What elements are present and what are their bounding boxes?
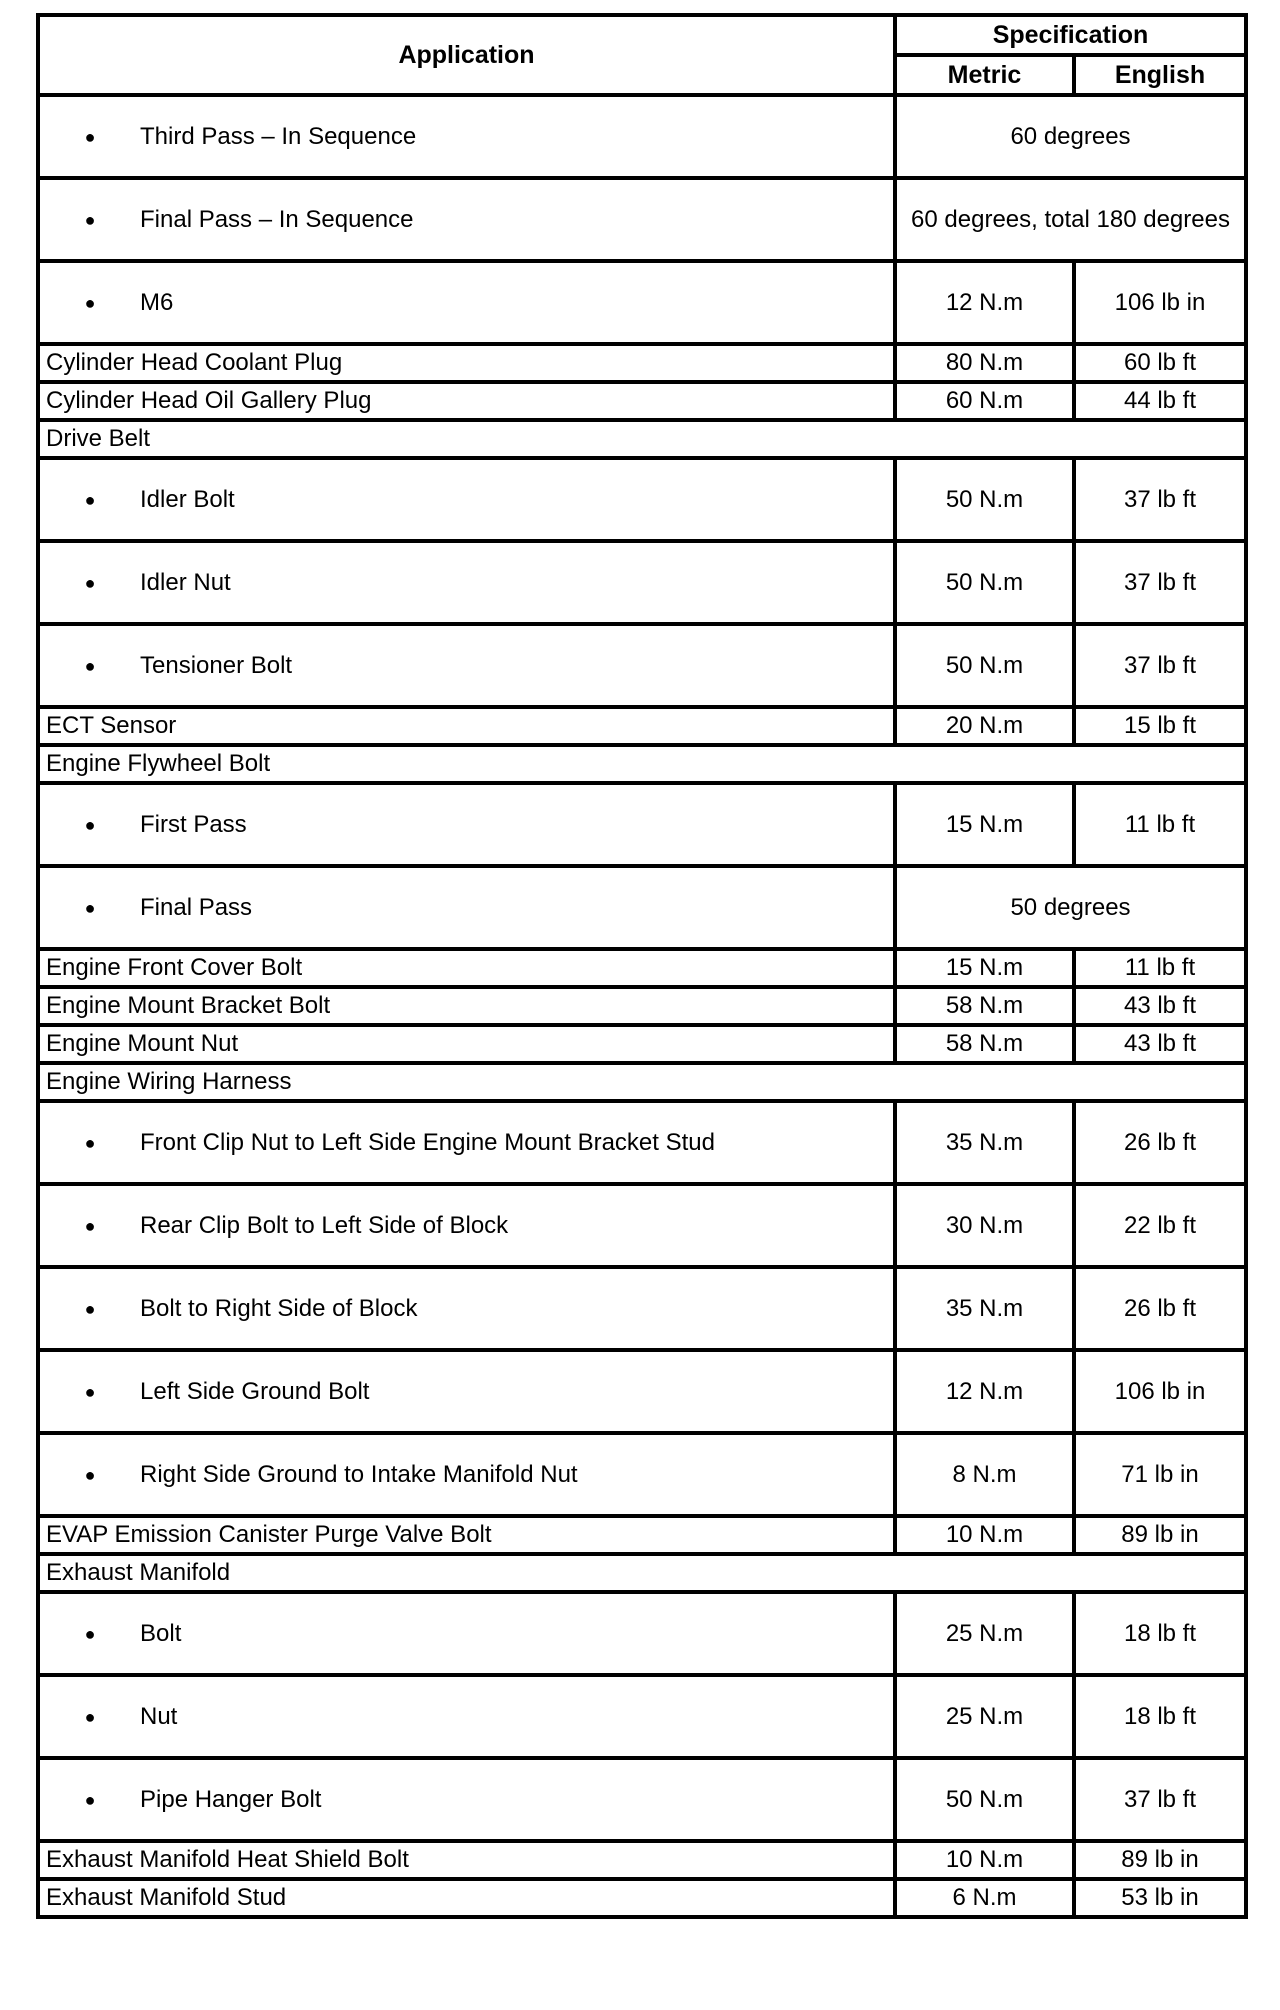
- table-row: [38, 178, 1246, 261]
- english-cell: 44 lb ft: [1074, 382, 1246, 420]
- application-cell: [38, 1554, 1246, 1592]
- group-label: Engine Wiring Harness: [46, 1068, 292, 1095]
- metric-cell: 35 N.m: [895, 1267, 1074, 1350]
- application-cell: [38, 987, 895, 1025]
- application-label: Rear Clip Bolt to Left Side of Block: [140, 1211, 509, 1239]
- english-cell: 18 lb ft: [1074, 1592, 1246, 1675]
- table-row: [38, 1516, 1246, 1554]
- application-cell: [38, 1841, 895, 1879]
- application-cell: [38, 1101, 895, 1184]
- table-row: [38, 1433, 1246, 1516]
- application-cell: [38, 178, 895, 261]
- application-label: EVAP Emission Canister Purge Valve Bolt: [46, 1521, 492, 1548]
- group-label: Drive Belt: [46, 425, 151, 452]
- application-cell: [38, 1025, 895, 1063]
- table-row: [38, 541, 1246, 624]
- bullet-icon: ●: [84, 1706, 96, 1727]
- application-cell: [38, 420, 1246, 458]
- table-row: [38, 1350, 1246, 1433]
- bullet-icon: ●: [84, 1464, 96, 1485]
- table-row: [38, 458, 1246, 541]
- table-row: [38, 95, 1246, 178]
- metric-cell: 25 N.m: [895, 1675, 1074, 1758]
- application-label: Nut: [140, 1702, 178, 1730]
- table-row: [38, 344, 1246, 382]
- application-cell: [38, 1592, 895, 1675]
- metric-cell: 12 N.m: [895, 1350, 1074, 1433]
- application-cell: [38, 1879, 895, 1917]
- english-cell: 43 lb ft: [1074, 1025, 1246, 1063]
- table-row: [38, 949, 1246, 987]
- application-cell: [38, 1433, 895, 1516]
- metric-cell: 6 N.m: [895, 1879, 1074, 1917]
- application-label: First Pass: [140, 810, 247, 838]
- application-label: Pipe Hanger Bolt: [140, 1785, 322, 1813]
- application-cell: [38, 707, 895, 745]
- metric-cell: 50 N.m: [895, 541, 1074, 624]
- english-cell: 22 lb ft: [1074, 1184, 1246, 1267]
- application-cell: [38, 1516, 895, 1554]
- application-cell: [38, 261, 895, 344]
- application-cell: [38, 344, 895, 382]
- english-cell: 11 lb ft: [1074, 783, 1246, 866]
- spec-combined-cell: 50 degrees: [895, 866, 1246, 949]
- spec-combined-cell: 60 degrees, total 180 degrees: [895, 178, 1246, 261]
- application-label: Final Pass – In Sequence: [140, 205, 414, 233]
- application-label: M6: [140, 288, 174, 316]
- metric-cell: 12 N.m: [895, 261, 1074, 344]
- metric-cell: 10 N.m: [895, 1841, 1074, 1879]
- metric-cell: 50 N.m: [895, 458, 1074, 541]
- english-cell: 37 lb ft: [1074, 458, 1246, 541]
- table-row: [38, 1592, 1246, 1675]
- bullet-icon: ●: [84, 655, 96, 676]
- application-cell: [38, 783, 895, 866]
- application-cell: [38, 1267, 895, 1350]
- bullet-icon: ●: [84, 489, 96, 510]
- metric-cell: 35 N.m: [895, 1101, 1074, 1184]
- bullet-icon: ●: [84, 292, 96, 313]
- table-row: [38, 1879, 1246, 1917]
- application-cell: [38, 624, 895, 707]
- table-row: [38, 1758, 1246, 1841]
- table-row: [38, 1267, 1246, 1350]
- table-row: [38, 1554, 1246, 1592]
- metric-cell: 15 N.m: [895, 949, 1074, 987]
- table-row: [38, 420, 1246, 458]
- metric-cell: 25 N.m: [895, 1592, 1074, 1675]
- metric-cell: 80 N.m: [895, 344, 1074, 382]
- application-label: Final Pass: [140, 893, 253, 921]
- application-label: Front Clip Nut to Left Side Engine Mount Bracket Stud: [140, 1128, 715, 1156]
- torque-spec-table: [36, 13, 1248, 1919]
- metric-cell: 58 N.m: [895, 987, 1074, 1025]
- application-label: Engine Front Cover Bolt: [46, 954, 303, 981]
- table-row: [38, 1101, 1246, 1184]
- table-row: [38, 1675, 1246, 1758]
- bullet-icon: ●: [84, 209, 96, 230]
- table-row: [38, 987, 1246, 1025]
- application-cell: [38, 1675, 895, 1758]
- english-cell: 60 lb ft: [1074, 344, 1246, 382]
- bullet-icon: ●: [84, 1789, 96, 1810]
- table-row: [38, 1841, 1246, 1879]
- bullet-icon: ●: [84, 1298, 96, 1319]
- table-row: [38, 624, 1246, 707]
- bullet-icon: ●: [84, 814, 96, 835]
- application-label: Exhaust Manifold Stud: [46, 1884, 287, 1911]
- application-cell: [38, 745, 1246, 783]
- table-row: [38, 866, 1246, 949]
- table-row: [38, 783, 1246, 866]
- english-cell: 37 lb ft: [1074, 1758, 1246, 1841]
- group-label: Engine Flywheel Bolt: [46, 750, 271, 777]
- table-row: [38, 1184, 1246, 1267]
- bullet-icon: ●: [84, 897, 96, 918]
- application-label: Engine Mount Bracket Bolt: [46, 992, 331, 1019]
- table-row: [38, 745, 1246, 783]
- application-cell: [38, 95, 895, 178]
- english-cell: 11 lb ft: [1074, 949, 1246, 987]
- application-label: Tensioner Bolt: [140, 651, 293, 679]
- metric-cell: 50 N.m: [895, 624, 1074, 707]
- english-cell: 71 lb in: [1074, 1433, 1246, 1516]
- application-label: Idler Nut: [140, 568, 231, 596]
- application-label: Idler Bolt: [140, 485, 235, 513]
- bullet-icon: ●: [84, 1215, 96, 1236]
- english-cell: 26 lb ft: [1074, 1101, 1246, 1184]
- metric-cell: 8 N.m: [895, 1433, 1074, 1516]
- bullet-icon: ●: [84, 126, 96, 147]
- bullet-icon: ●: [84, 1623, 96, 1644]
- spec-combined-cell: 60 degrees: [895, 95, 1246, 178]
- application-label: Left Side Ground Bolt: [140, 1377, 370, 1405]
- application-cell: [38, 1184, 895, 1267]
- application-label: Cylinder Head Oil Gallery Plug: [46, 387, 372, 414]
- english-cell: 89 lb in: [1074, 1516, 1246, 1554]
- application-label: Right Side Ground to Intake Manifold Nut: [140, 1460, 578, 1488]
- metric-cell: 58 N.m: [895, 1025, 1074, 1063]
- metric-cell: 30 N.m: [895, 1184, 1074, 1267]
- application-label: Engine Mount Nut: [46, 1030, 239, 1057]
- bullet-icon: ●: [84, 1381, 96, 1402]
- metric-cell: 20 N.m: [895, 707, 1074, 745]
- english-cell: 106 lb in: [1074, 261, 1246, 344]
- bullet-icon: ●: [84, 1132, 96, 1153]
- english-cell: 53 lb in: [1074, 1879, 1246, 1917]
- bullet-icon: ●: [84, 572, 96, 593]
- english-cell: 43 lb ft: [1074, 987, 1246, 1025]
- english-header: English: [1074, 55, 1246, 95]
- application-cell: [38, 949, 895, 987]
- application-header: Application: [38, 15, 895, 95]
- application-cell: [38, 1758, 895, 1841]
- english-cell: 15 lb ft: [1074, 707, 1246, 745]
- group-label: Exhaust Manifold: [46, 1559, 231, 1586]
- table-header: [38, 15, 1246, 95]
- application-label: Bolt: [140, 1619, 182, 1647]
- application-cell: [38, 1350, 895, 1433]
- application-label: Bolt to Right Side of Block: [140, 1294, 418, 1322]
- application-label: Cylinder Head Coolant Plug: [46, 349, 343, 376]
- table-row: [38, 1063, 1246, 1101]
- table-row: [38, 261, 1246, 344]
- application-label: Third Pass – In Sequence: [140, 122, 417, 150]
- table-row: [38, 382, 1246, 420]
- english-cell: 37 lb ft: [1074, 541, 1246, 624]
- table-body: [38, 95, 1246, 1917]
- application-cell: [38, 458, 895, 541]
- specification-header: Specification: [895, 15, 1246, 55]
- metric-header: Metric: [895, 55, 1074, 95]
- metric-cell: 60 N.m: [895, 382, 1074, 420]
- english-cell: 106 lb in: [1074, 1350, 1246, 1433]
- metric-cell: 50 N.m: [895, 1758, 1074, 1841]
- english-cell: 89 lb in: [1074, 1841, 1246, 1879]
- application-cell: [38, 541, 895, 624]
- application-cell: [38, 1063, 1246, 1101]
- application-cell: [38, 382, 895, 420]
- table-row: [38, 707, 1246, 745]
- english-cell: 18 lb ft: [1074, 1675, 1246, 1758]
- application-label: Exhaust Manifold Heat Shield Bolt: [46, 1846, 409, 1873]
- application-label: ECT Sensor: [46, 712, 177, 739]
- metric-cell: 10 N.m: [895, 1516, 1074, 1554]
- table-row: [38, 1025, 1246, 1063]
- application-cell: [38, 866, 895, 949]
- english-cell: 26 lb ft: [1074, 1267, 1246, 1350]
- english-cell: 37 lb ft: [1074, 624, 1246, 707]
- metric-cell: 15 N.m: [895, 783, 1074, 866]
